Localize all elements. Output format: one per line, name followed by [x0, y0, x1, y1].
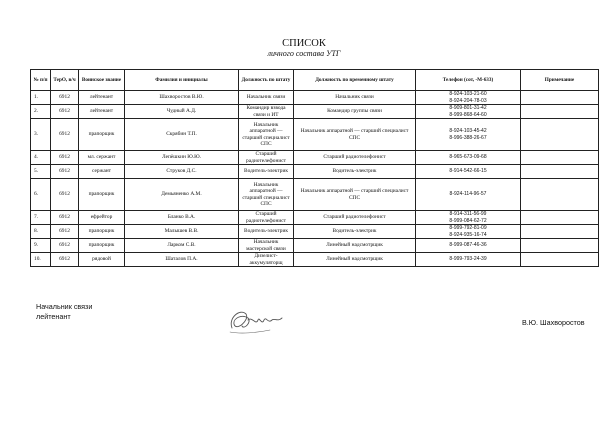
row-name: Демьяненко А.М. — [125, 179, 239, 211]
row-unit: 6912 — [51, 105, 79, 119]
row-position: Старший радиотелефонист — [239, 211, 294, 225]
row-temp-position: Начальник аппаратной — старший специалист СПС — [294, 179, 416, 211]
row-position: Начальник связи — [239, 91, 294, 105]
row-phone: 8-909-801-31-42 8-999-868-64-60 — [416, 105, 521, 119]
column-header-position: Должность по штату — [239, 70, 294, 91]
row-phone: 8-999-087-46-36 — [416, 239, 521, 253]
row-name: Ларком С.В. — [125, 239, 239, 253]
signatory-rank: лейтенант — [36, 312, 71, 321]
row-number: 9. — [31, 239, 51, 253]
column-header-unit: ТерО, в/ч — [51, 70, 79, 91]
row-note — [521, 239, 599, 253]
row-rank: лейтенант — [79, 91, 125, 105]
document-subtitle: личного состава УТГ — [267, 49, 341, 58]
column-header-phone: Телефон (сот, -М-633) — [416, 70, 521, 91]
row-unit: 6912 — [51, 151, 79, 165]
row-note — [521, 151, 599, 165]
row-name: Скрябин Т.П. — [125, 119, 239, 151]
row-temp-position: Командир группы связи — [294, 105, 416, 119]
column-header-temp-position: Должность по временному штату — [294, 70, 416, 91]
row-rank: сержант — [79, 165, 125, 179]
row-number: 7. — [31, 211, 51, 225]
row-position: Водитель-электрик — [239, 225, 294, 239]
table-row — [31, 91, 599, 105]
row-position: Старший радиотелефонист — [239, 151, 294, 165]
row-rank: ефрейтор — [79, 211, 125, 225]
row-number: 3. — [31, 119, 51, 151]
row-temp-position: Водитель-электрик — [294, 165, 416, 179]
row-temp-position: Начальник связи — [294, 91, 416, 105]
row-name: Малышев В.В. — [125, 225, 239, 239]
row-number: 1. — [31, 91, 51, 105]
handwritten-signature — [226, 304, 286, 338]
table-header-row — [31, 70, 599, 91]
row-number: 2. — [31, 105, 51, 119]
row-temp-position: Линейный надсмотрщик — [294, 239, 416, 253]
table-row — [31, 211, 599, 225]
column-header-number: № п/п — [31, 70, 51, 91]
table-row — [31, 151, 599, 165]
row-unit: 6912 — [51, 253, 79, 267]
row-temp-position: Начальник аппаратной — старший специалист СПС — [294, 119, 416, 151]
row-rank: прапорщик — [79, 239, 125, 253]
row-temp-position: Старший радиотелефонист — [294, 211, 416, 225]
row-unit: 6912 — [51, 225, 79, 239]
row-position: Водитель-электрик — [239, 165, 294, 179]
table-row — [31, 105, 599, 119]
row-note — [521, 211, 599, 225]
table-row — [31, 225, 599, 239]
table-row — [31, 179, 599, 211]
row-unit: 6912 — [51, 239, 79, 253]
table-row — [31, 165, 599, 179]
row-rank: прапорщик — [79, 225, 125, 239]
row-unit: 6912 — [51, 165, 79, 179]
row-note — [521, 91, 599, 105]
signatory-name: В.Ю. Шахворостов — [522, 318, 585, 327]
row-note — [521, 165, 599, 179]
signatory-block — [36, 302, 92, 322]
row-unit: 6912 — [51, 211, 79, 225]
column-header-note: Примечание — [521, 70, 599, 91]
row-note — [521, 179, 599, 211]
row-rank: прапорщик — [79, 119, 125, 151]
row-number: 8. — [31, 225, 51, 239]
row-phone: 8-924-114-96-57 — [416, 179, 521, 211]
table-row — [31, 239, 599, 253]
column-header-name: Фамилия и инициалы — [125, 70, 239, 91]
row-rank: лейтенант — [79, 105, 125, 119]
row-phone: 8-914-311-56-99 8-999-084-62-72 — [416, 211, 521, 225]
personnel-table — [30, 69, 599, 267]
row-name: Лепёшкин Ю.Ю. — [125, 151, 239, 165]
row-unit: 6912 — [51, 179, 79, 211]
row-position: Начальник мастерской связи — [239, 239, 294, 253]
table-row — [31, 119, 599, 151]
row-number: 10. — [31, 253, 51, 267]
row-position: Командир взвода связи и ИТ — [239, 105, 294, 119]
row-name: Шаталов П.А. — [125, 253, 239, 267]
row-number: 4. — [31, 151, 51, 165]
row-position: Дизелист-аккумуляторщ — [239, 253, 294, 267]
row-note — [521, 119, 599, 151]
row-phone: 8-999-793-24-39 — [416, 253, 521, 267]
row-number: 6. — [31, 179, 51, 211]
row-note — [521, 225, 599, 239]
row-phone: 8-914-542-66-15 — [416, 165, 521, 179]
row-temp-position: Водитель-электрик — [294, 225, 416, 239]
row-name: Шахворостов В.Ю. — [125, 91, 239, 105]
signatory-position: Начальник связи — [36, 302, 93, 311]
column-header-rank: Воинское звание — [79, 70, 125, 91]
row-rank: рядовой — [79, 253, 125, 267]
row-unit: 6912 — [51, 91, 79, 105]
row-position: Начальник аппаратной — старший специалист СПС — [239, 179, 294, 211]
document-title: СПИСОК — [282, 38, 326, 49]
row-phone: 8-999-792-81-09 8-924-935-16-74 — [416, 225, 521, 239]
row-temp-position: Старший радиотелефонист — [294, 151, 416, 165]
row-phone: 8-924-103-45-42 8-996-388-26-67 — [416, 119, 521, 151]
row-name: Струков Д.С. — [125, 165, 239, 179]
row-temp-position: Линейный надсмотрщик — [294, 253, 416, 267]
row-position: Начальник аппаратной — старший специалист СПС — [239, 119, 294, 151]
row-rank: мл. сержант — [79, 151, 125, 165]
row-note — [521, 253, 599, 267]
row-name: Чудный А.Д. — [125, 105, 239, 119]
row-phone: 8-965-673-09-68 — [416, 151, 521, 165]
row-phone: 8-924-103-21-60 8-924-204-78-03 — [416, 91, 521, 105]
table-row — [31, 253, 599, 267]
row-note — [521, 105, 599, 119]
row-number: 5. — [31, 165, 51, 179]
row-rank: прапорщик — [79, 179, 125, 211]
row-name: Бланко В.А. — [125, 211, 239, 225]
row-unit: 6912 — [51, 119, 79, 151]
